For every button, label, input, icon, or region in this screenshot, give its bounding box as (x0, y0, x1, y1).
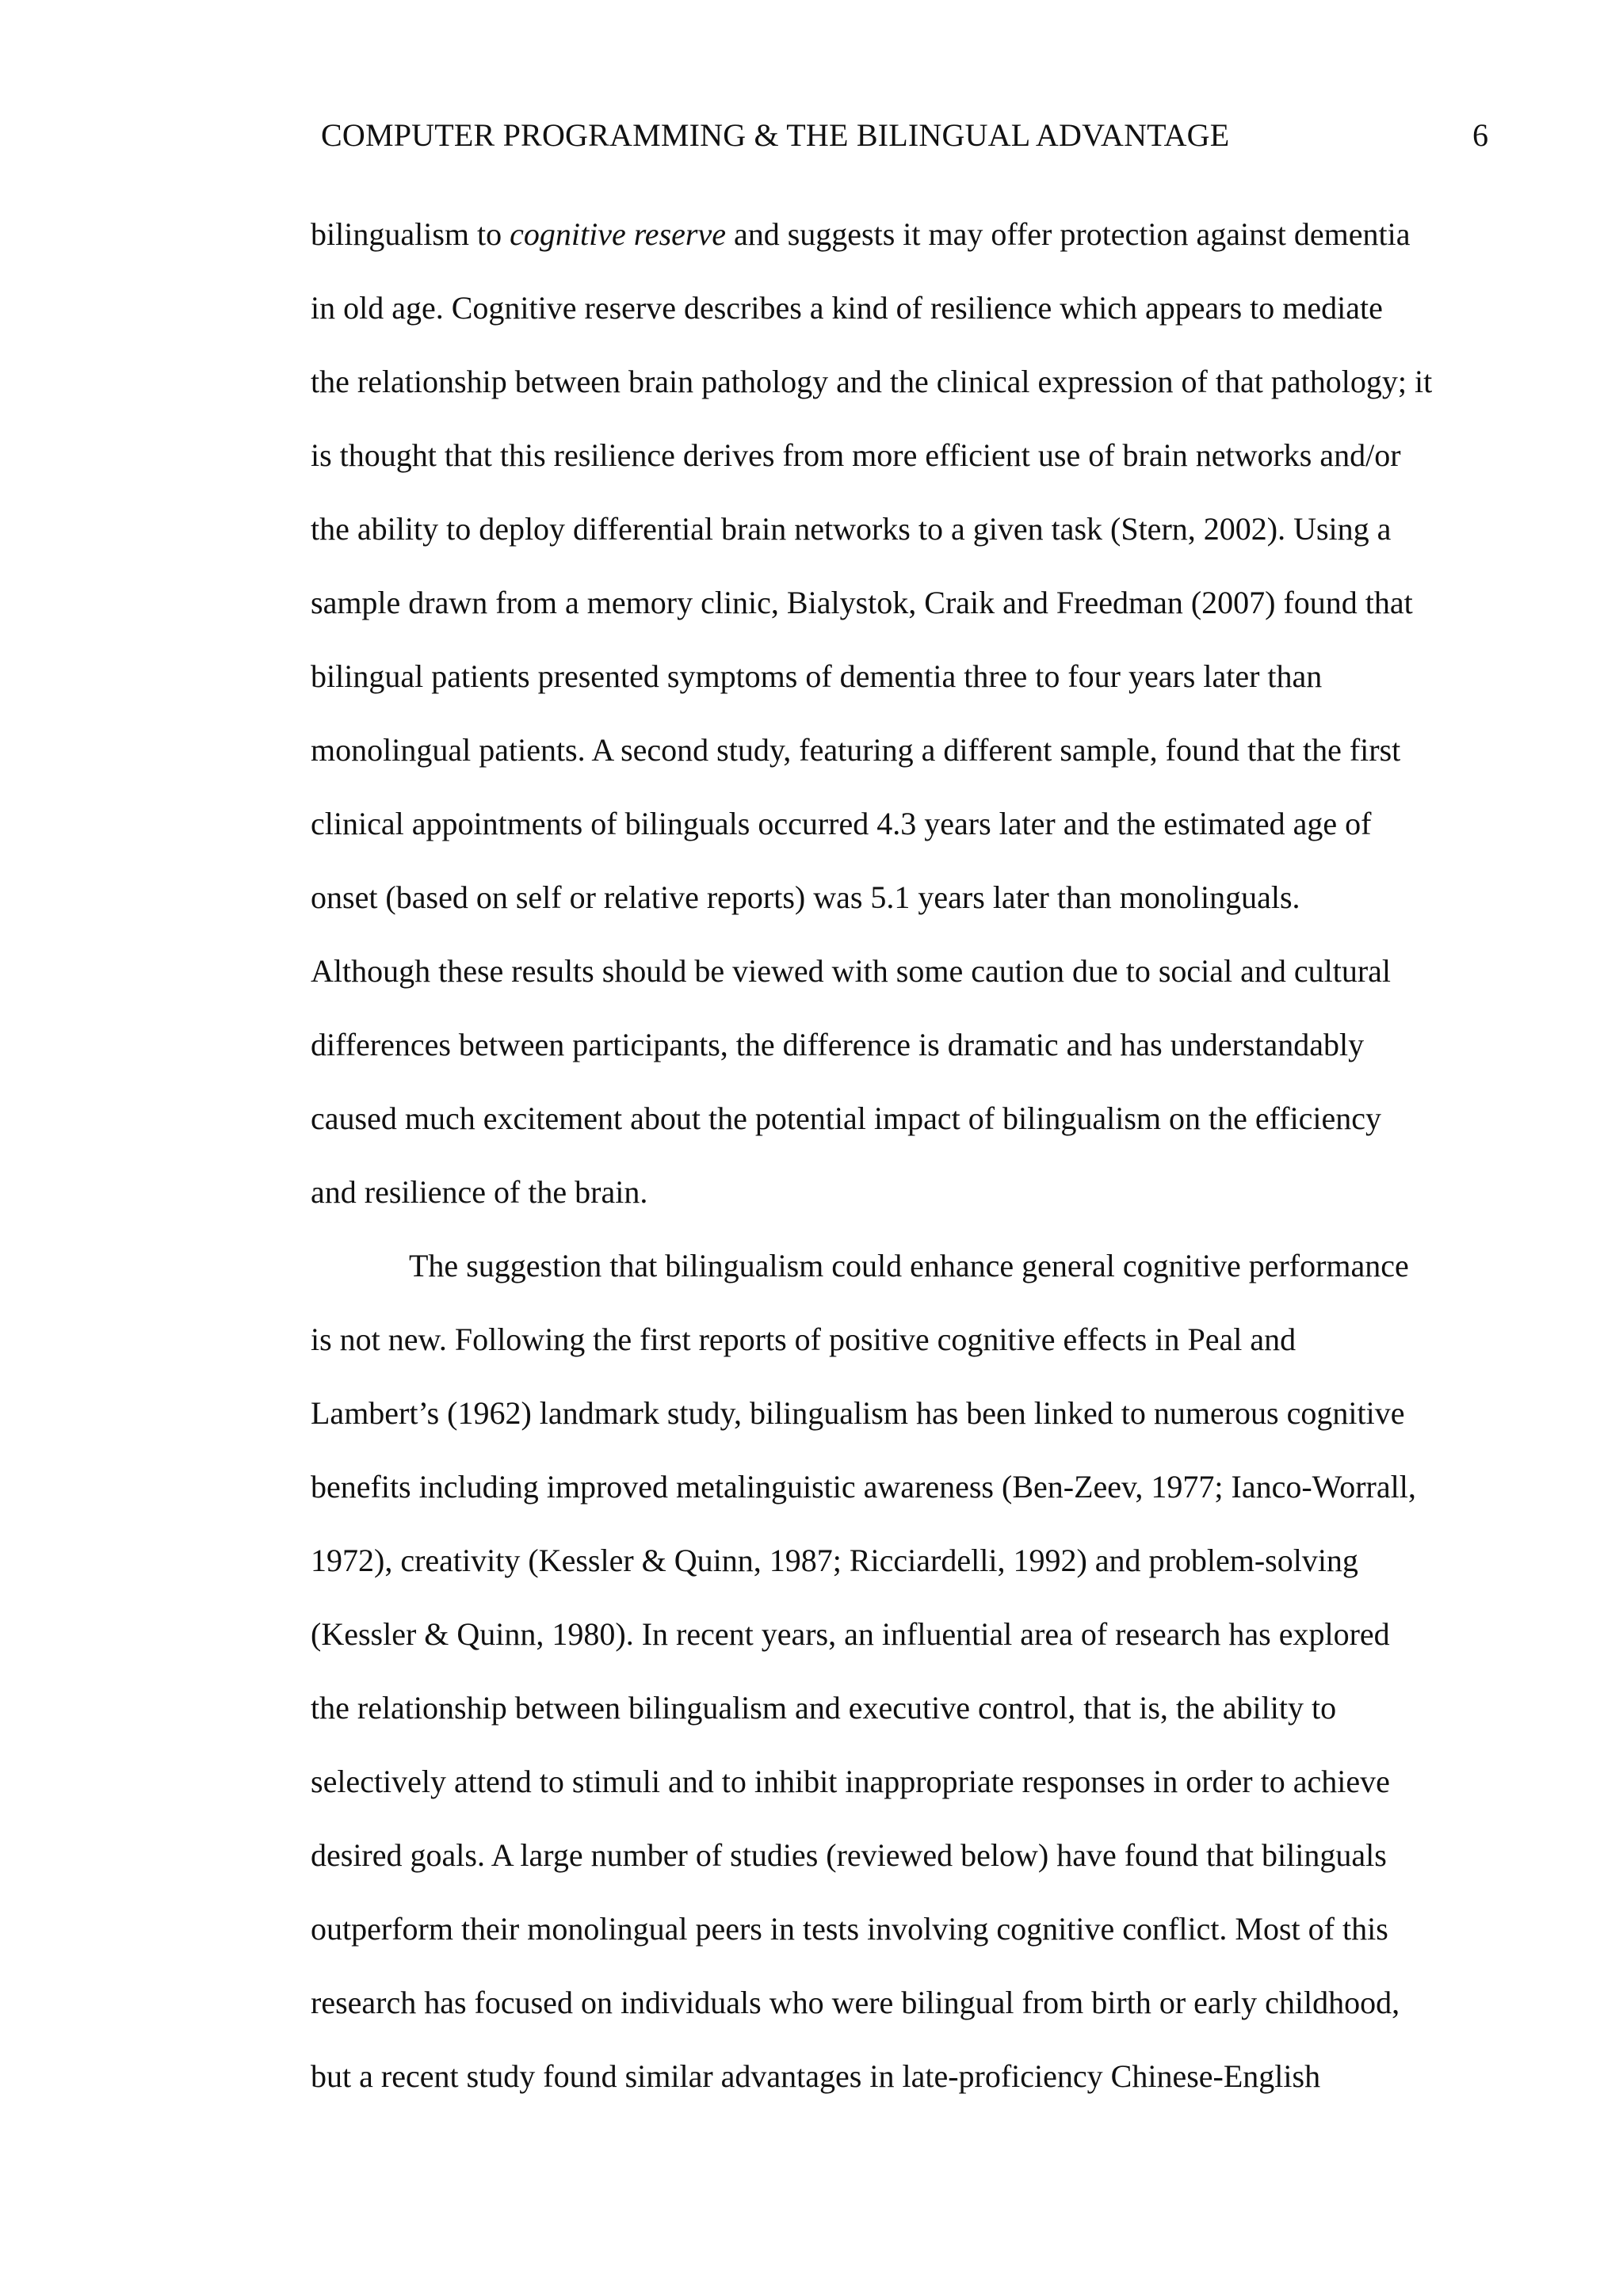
text-line: and resilience of the brain. (311, 1174, 648, 1210)
text-line: bilingual patients presented symptoms of dementia three to four years later than (311, 658, 1323, 694)
text-line: outperform their monolingual peers in tests involving cognitive conflict. Most of this (311, 1911, 1388, 1947)
text-run: bilingualism to (311, 216, 510, 252)
text-line: is thought that this resilience derives from more efficient use of brain networks and/or (311, 437, 1401, 473)
text-run: and suggests it may offer protection against dementia (725, 216, 1411, 252)
text-line: monolingual patients. A second study, featuring a different sample, found that the first (311, 732, 1401, 768)
text-line: desired goals. A large number of studies (reviewed below) have found that bilinguals (311, 1837, 1387, 1873)
text-line: the relationship between bilingualism and executive control, that is, the ability to (311, 1690, 1337, 1726)
text-line: clinical appointments of bilinguals occurred 4.3 years later and the estimated age of (311, 806, 1372, 841)
text-line: benefits including improved metalinguistic awareness (Ben-Zeev, 1977; Ianco-Worrall, (311, 1469, 1416, 1505)
body-text (311, 212, 1499, 2128)
text-line: the ability to deploy differential brain networks to a given task (Stern, 2002). Using a (311, 511, 1392, 547)
page-number: 6 (1472, 117, 1488, 153)
text-line: but a recent study found similar advantages in late-proficiency Chinese-English (311, 2058, 1321, 2094)
italic-term: cognitive reserve (510, 216, 726, 252)
text-line (311, 212, 1499, 286)
text-line: sample drawn from a memory clinic, Bialystok, Craik and Freedman (2007) found that (311, 585, 1413, 620)
text-line: differences between participants, the difference is dramatic and has understandably (311, 1027, 1365, 1062)
paragraph-first-line: The suggestion that bilingualism could enhance general cognitive performance (409, 1248, 1409, 1283)
text-line: (Kessler & Quinn, 1980). In recent years, an influential area of research has explored (311, 1616, 1390, 1652)
text-line: 1972), creativity (Kessler & Quinn, 1987; Ricciardelli, 1992) and problem-solving (311, 1543, 1358, 1578)
text-line: the relationship between brain pathology and the clinical expression of that pathology; it (311, 364, 1433, 399)
text-line: Although these results should be viewed with some caution due to social and cultural (311, 953, 1392, 989)
text-line: caused much excitement about the potential impact of bilingualism on the efficiency (311, 1100, 1382, 1136)
text-line: is not new. Following the first reports of positive cognitive effects in Peal and (311, 1322, 1296, 1357)
text-line: research has focused on individuals who were bilingual from birth or early childhood, (311, 1985, 1400, 2020)
text-line: onset (based on self or relative reports) was 5.1 years later than monolinguals. (311, 879, 1300, 915)
running-head: COMPUTER PROGRAMMING & THE BILINGUAL ADVANTAGE (321, 117, 1230, 153)
text-line: Lambert’s (1962) landmark study, bilingualism has been linked to numerous cognitive (311, 1395, 1405, 1431)
text-line: selectively attend to stimuli and to inhibit inappropriate responses in order to achieve (311, 1764, 1390, 1799)
text-line: in old age. Cognitive reserve describes a kind of resilience which appears to mediate (311, 290, 1383, 326)
